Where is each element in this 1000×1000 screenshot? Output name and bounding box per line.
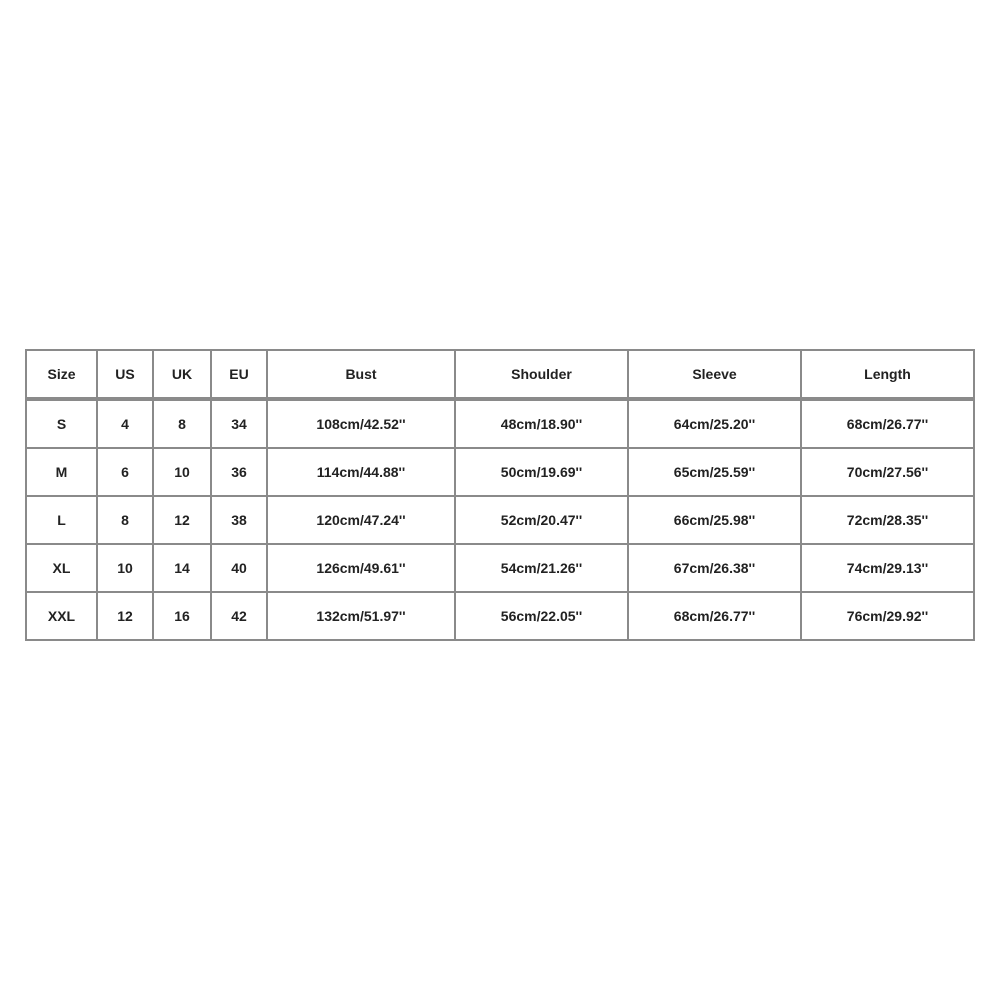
cell-shoulder: 48cm/18.90'': [456, 399, 629, 449]
cell-eu: 38: [212, 497, 268, 545]
header-sleeve: Sleeve: [629, 349, 802, 399]
cell-size: XXL: [25, 593, 98, 641]
cell-sleeve: 68cm/26.77'': [629, 593, 802, 641]
header-eu: EU: [212, 349, 268, 399]
cell-bust: 114cm/44.88'': [268, 449, 456, 497]
cell-length: 74cm/29.13'': [802, 545, 975, 593]
cell-sleeve: 64cm/25.20'': [629, 399, 802, 449]
cell-us: 8: [98, 497, 154, 545]
cell-size: L: [25, 497, 98, 545]
cell-us: 6: [98, 449, 154, 497]
cell-eu: 36: [212, 449, 268, 497]
header-length: Length: [802, 349, 975, 399]
cell-us: 4: [98, 399, 154, 449]
cell-shoulder: 50cm/19.69'': [456, 449, 629, 497]
cell-length: 72cm/28.35'': [802, 497, 975, 545]
header-size: Size: [25, 349, 98, 399]
cell-uk: 12: [154, 497, 212, 545]
table-row: [25, 449, 975, 497]
cell-eu: 42: [212, 593, 268, 641]
table-row: [25, 593, 975, 641]
cell-uk: 14: [154, 545, 212, 593]
cell-us: 10: [98, 545, 154, 593]
cell-uk: 8: [154, 399, 212, 449]
cell-sleeve: 66cm/25.98'': [629, 497, 802, 545]
cell-uk: 10: [154, 449, 212, 497]
cell-size: XL: [25, 545, 98, 593]
cell-eu: 40: [212, 545, 268, 593]
table-row: [25, 545, 975, 593]
cell-bust: 108cm/42.52'': [268, 399, 456, 449]
cell-bust: 120cm/47.24'': [268, 497, 456, 545]
header-shoulder: Shoulder: [456, 349, 629, 399]
cell-size: S: [25, 399, 98, 449]
table-row: [25, 399, 975, 449]
cell-eu: 34: [212, 399, 268, 449]
cell-uk: 16: [154, 593, 212, 641]
cell-shoulder: 52cm/20.47'': [456, 497, 629, 545]
cell-bust: 132cm/51.97'': [268, 593, 456, 641]
table-row: [25, 497, 975, 545]
cell-sleeve: 65cm/25.59'': [629, 449, 802, 497]
header-uk: UK: [154, 349, 212, 399]
cell-size: M: [25, 449, 98, 497]
header-bust: Bust: [268, 349, 456, 399]
cell-shoulder: 54cm/21.26'': [456, 545, 629, 593]
cell-shoulder: 56cm/22.05'': [456, 593, 629, 641]
cell-length: 70cm/27.56'': [802, 449, 975, 497]
cell-us: 12: [98, 593, 154, 641]
cell-sleeve: 67cm/26.38'': [629, 545, 802, 593]
size-chart-table: [25, 349, 975, 641]
header-us: US: [98, 349, 154, 399]
header-row: [25, 349, 975, 399]
cell-length: 76cm/29.92'': [802, 593, 975, 641]
cell-bust: 126cm/49.61'': [268, 545, 456, 593]
cell-length: 68cm/26.77'': [802, 399, 975, 449]
